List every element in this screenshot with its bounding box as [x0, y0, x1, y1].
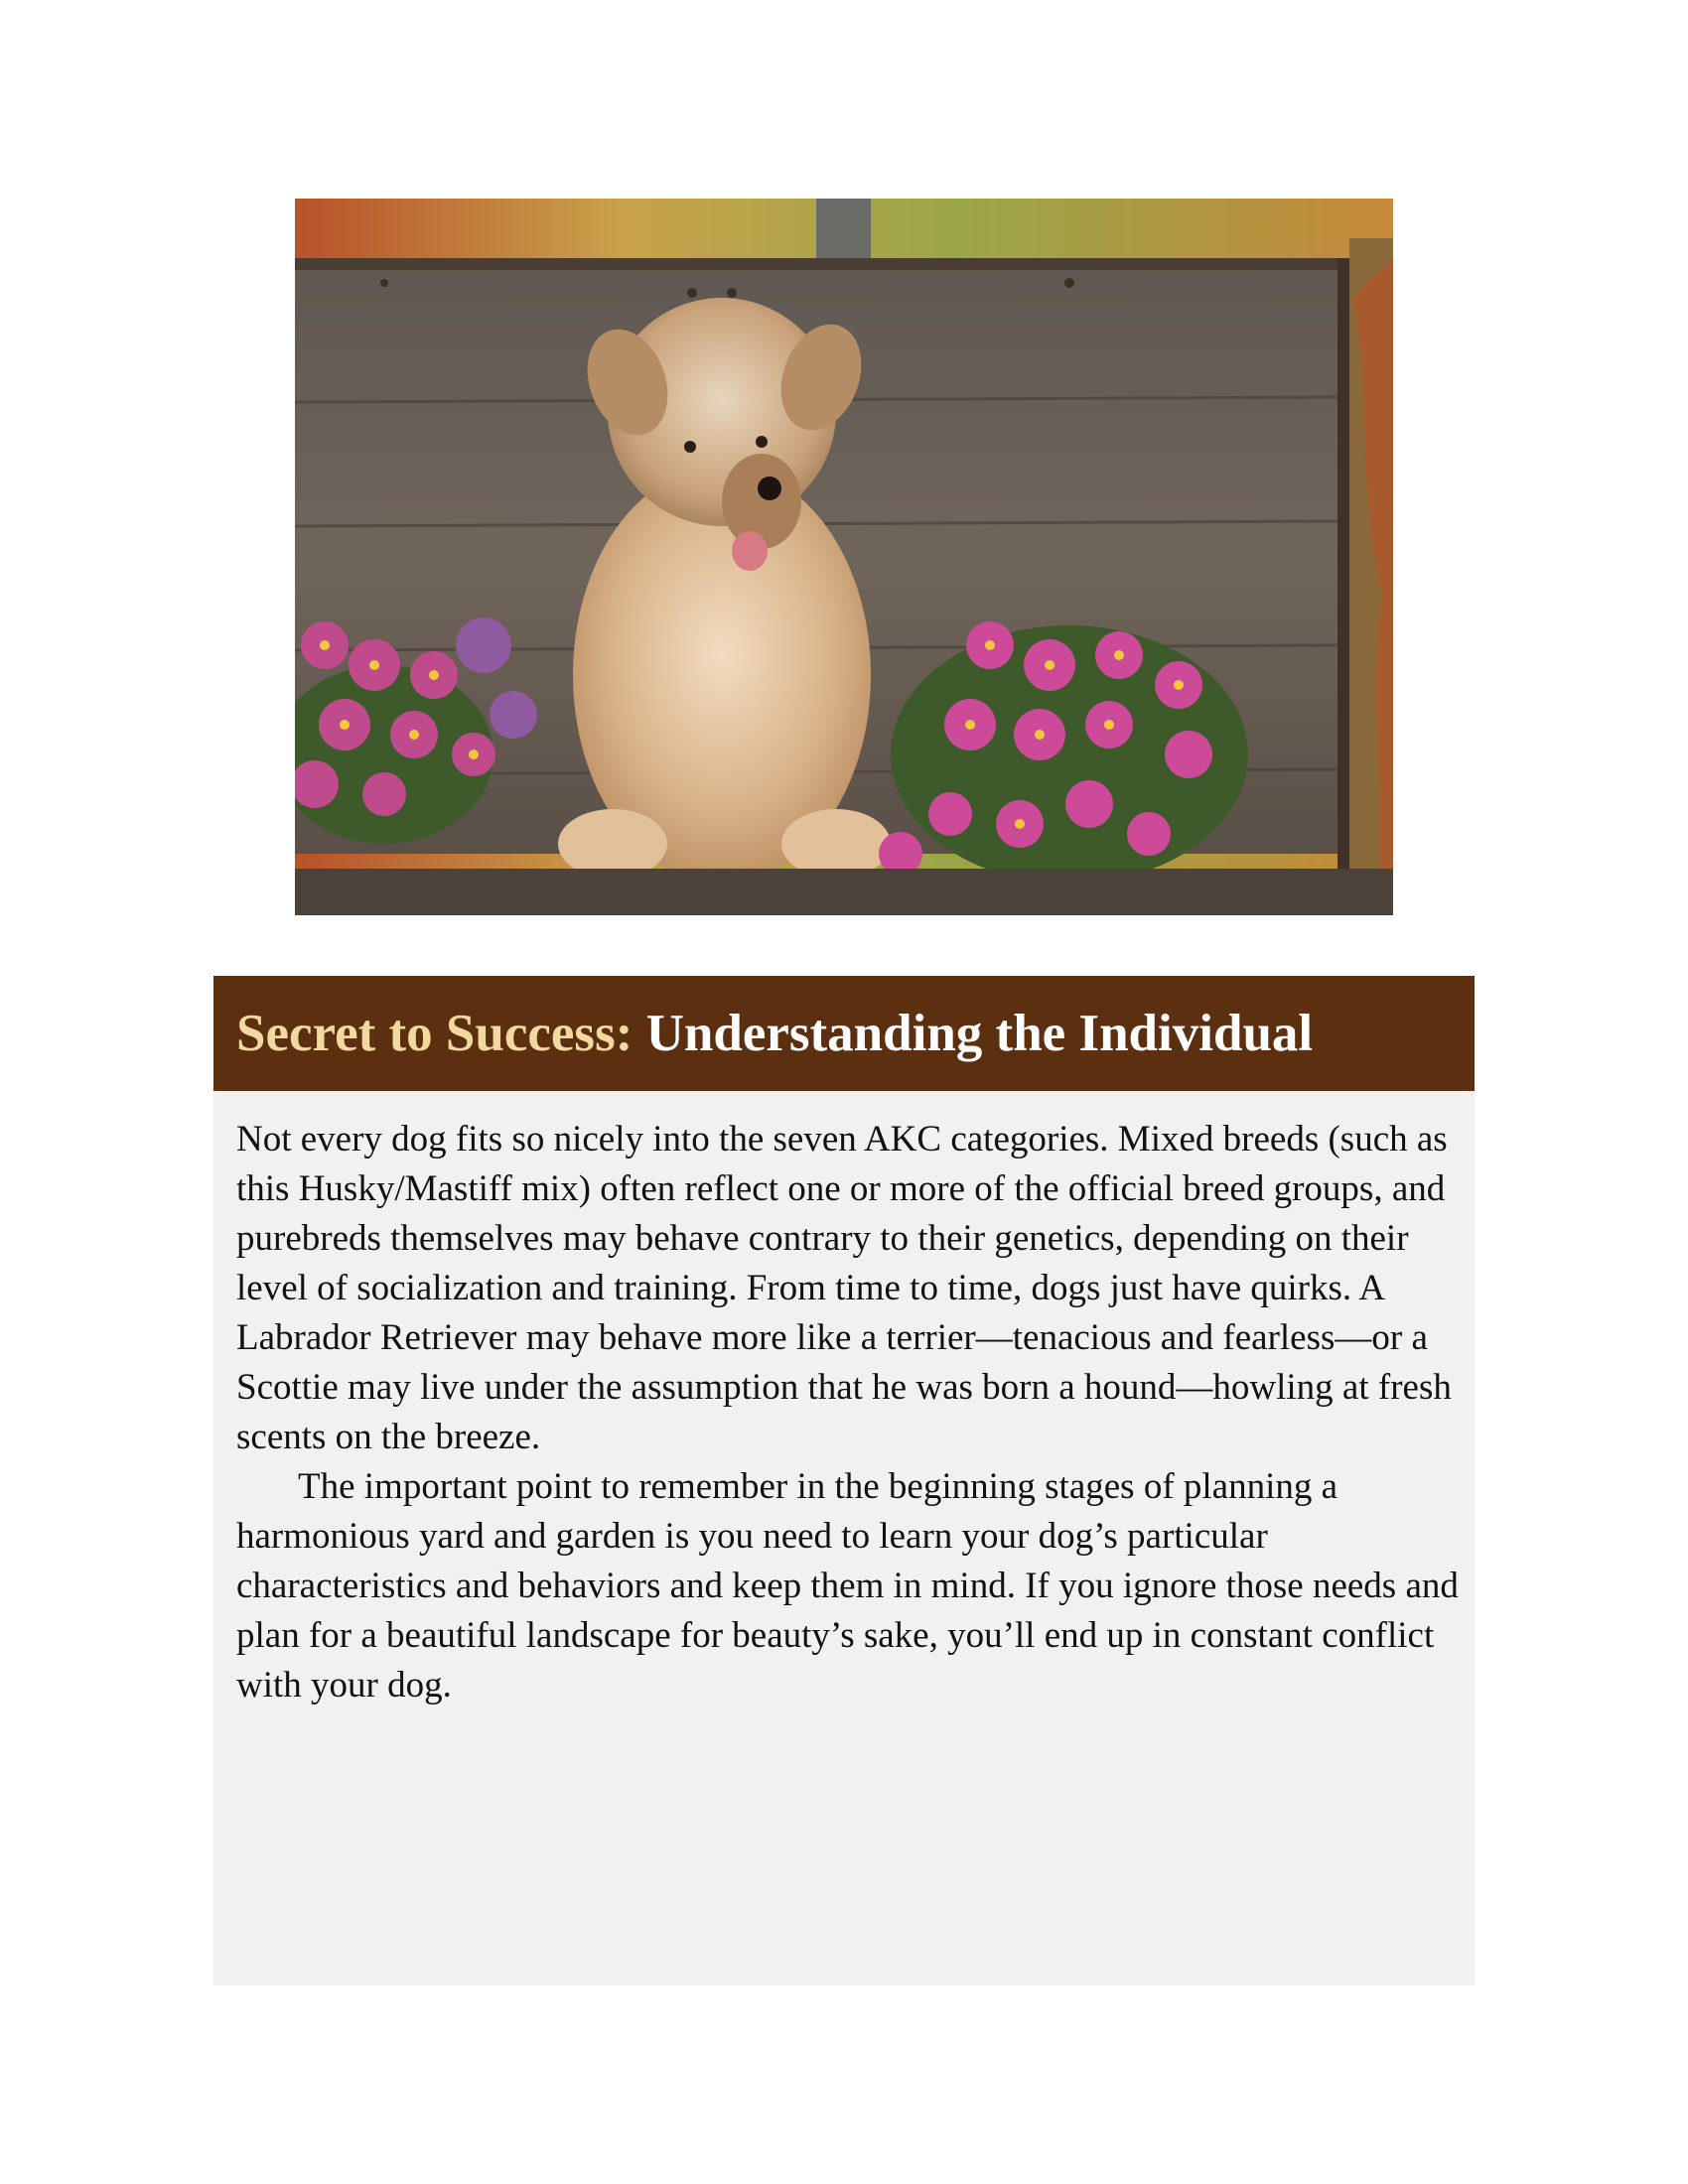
sidebar-body	[236, 1115, 1468, 1710]
sidebar-title-prefix: Secret to Success:	[236, 1004, 633, 1062]
sidebar-title	[236, 1004, 1314, 1062]
body-paragraph: Not every dog fits so nicely into the seven AKC categories. Mixed breeds (such as this Husky/Mastiff mix) often reflect one or more of the official breed groups, and purebreds themselves may behave contrary to their genetics, depending on their level of socialization and training. From time to time, dogs just have quirks. A Labrador Retriever may behave more like a terrier—tenacious and fearless—or a Scottie may live under the assumption that he was born a hound—howling at fresh scents on the breeze.	[236, 1119, 1452, 1457]
sidebar-title-main: Understanding the Individual	[645, 1004, 1314, 1062]
sidebar-box	[213, 976, 1475, 1985]
body-paragraph: The important point to remember in the beginning stages of planning a harmonious yard and garden is you need to learn your dog’s particular characteristics and behaviors and keep them in mind. If you ignore those needs and plan for a beautiful landscape for beauty’s sake, you’ll end up in constant conflict with your dog.	[236, 1466, 1459, 1706]
dog-photo	[295, 199, 1393, 915]
dog-photo-illustration	[295, 199, 1393, 915]
sidebar-header	[213, 976, 1475, 1091]
